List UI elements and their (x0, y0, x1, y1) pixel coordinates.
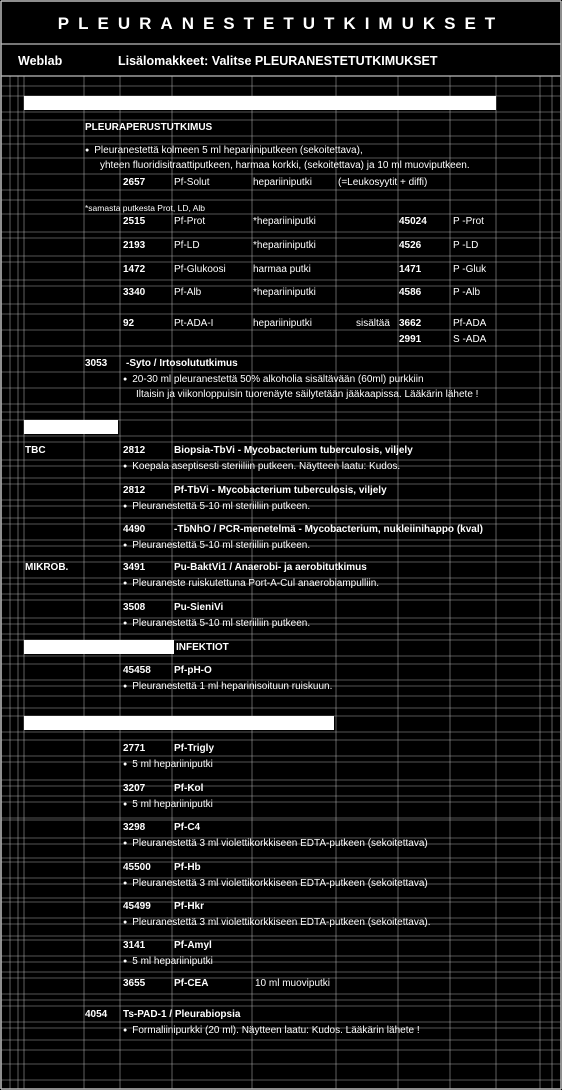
test-name: Pf-LD (174, 240, 200, 251)
section-bar-muut (24, 716, 334, 730)
test-name: Pu-SieniVi (174, 602, 224, 613)
code-cell: 2771 (123, 743, 146, 754)
test-name: Pf-Prot (174, 216, 206, 227)
perus-heading: PLEURAPERUSTUTKIMUS (85, 122, 213, 133)
test-name: Pf-C4 (174, 822, 201, 833)
code-cell: 3491 (123, 562, 146, 573)
code-cell: 3340 (123, 287, 146, 298)
test-name: Pf-Hkr (174, 901, 205, 912)
test-name: Biopsia-TbVi - Mycobacterium tuberculosis, viljely (174, 445, 413, 456)
code-cell: 2193 (123, 240, 146, 251)
code-cell: 4054 (85, 1009, 108, 1020)
test-note: ● Pleuranestettä 5-10 ml steriiliin putkeen. (123, 540, 310, 553)
test-note: ● Pleuranestettä 3 ml violettikorkkiseen EDTA-putkeen (sekoitettava) (123, 878, 428, 891)
test-note: ● Pleuranestettä 5-10 ml steriiliin putkeen. (123, 501, 310, 514)
test-name: P -Gluk (453, 264, 487, 275)
perus-note: ● Pleuranestettä kolmeen 5 ml hepariiniputkeen (sekoitettava), (85, 145, 363, 158)
test-name: Pf-Solut (174, 177, 210, 188)
test-name: P -Prot (453, 216, 484, 227)
test-note: ● Pleuranestettä 1 ml heparinisoituun ruiskuun. (123, 681, 332, 694)
code-cell: 1472 (123, 264, 146, 275)
code-cell: 2991 (399, 334, 422, 345)
test-name: Pf-ADA (453, 318, 487, 329)
code-cell: 4526 (399, 240, 422, 251)
header-instruction: Lisälomakkeet: Valitse PLEURANESTETUTKIMUKSET (118, 54, 438, 68)
code-cell: 45024 (399, 216, 427, 227)
test-name: Pf-Alb (174, 287, 202, 298)
test-note: ● Pleuranestettä 3 ml violettikorkkiseen EDTA-putkeen (sekoitettava) (123, 838, 428, 851)
test-name: Pf-TbVi - Mycobacterium tuberculosis, viljely (174, 485, 387, 496)
test-extra: (=Leukosyytit + diffi) (338, 177, 428, 188)
perus-note-2: yhteen fluoridisitraattiputkeen, harmaa korkki, (sekoitettava) ja 10 ml muoviputkeen. (100, 160, 470, 171)
code-cell: 4490 (123, 524, 146, 535)
test-name: -TbNhO / PCR-menetelmä - Mycobacterium, nukleiinihappo (kval) (174, 524, 483, 535)
section-label-tbc: TBC (25, 445, 46, 456)
section-label-mikrob: MIKROB. (25, 562, 69, 573)
test-note: ● Pleuranestettä 5-10 ml steriiliin putkeen. (123, 618, 310, 631)
tube-type: harmaa putki (253, 264, 311, 275)
code-cell: 3508 (123, 602, 146, 613)
test-name: Pf-Kol (174, 783, 204, 794)
test-note: ● Pleuraneste ruiskutettuna Port-A-Cul anaerobiampulliin. (123, 578, 379, 591)
test-note: ● Koepala aseptisesti steriiliin putkeen. Näytteen laatu: Kudos. (123, 461, 400, 474)
test-name: Pf-pH-O (174, 665, 212, 676)
code-cell: 3053 (85, 358, 108, 369)
code-cell: 45458 (123, 665, 151, 676)
test-name: Pf-Glukoosi (174, 264, 226, 275)
code-cell: 4586 (399, 287, 422, 298)
section-bar-perus (24, 96, 496, 110)
tube-type: *hepariiniputki (253, 216, 316, 227)
test-name: P -LD (453, 240, 479, 251)
includes-label: sisältää (356, 318, 390, 329)
same-tube-note: *samasta putkesta Prot, LD, Alb (85, 203, 206, 213)
code-cell: 2515 (123, 216, 146, 227)
code-cell: 3207 (123, 783, 146, 794)
test-name: P -Alb (453, 287, 481, 298)
test-name: Pf-Amyl (174, 940, 212, 951)
code-cell: 45500 (123, 862, 151, 873)
weblab-label: Weblab (18, 54, 63, 68)
test-note: ● Formaliinipurkki (20 ml). Näytteen laatu: Kudos. Lääkärin lähete ! (123, 1025, 420, 1038)
test-note: ● 5 ml hepariiniputki (123, 759, 213, 772)
test-name: Pf-Hb (174, 862, 201, 873)
tube-type: *hepariiniputki (253, 240, 316, 251)
code-cell: 1471 (399, 264, 422, 275)
section-label-infektiot: INFEKTIOT (176, 642, 229, 653)
test-note: ● Pleuranestettä 3 ml violettikorkkiseen EDTA-putkeen (sekoitettava). (123, 917, 431, 930)
section-bar-tbc (24, 420, 118, 434)
code-cell: 3141 (123, 940, 146, 951)
code-cell: 3662 (399, 318, 422, 329)
test-name: Pf-CEA (174, 978, 209, 989)
test-name: S -ADA (453, 334, 487, 345)
tube-type: hepariiniputki (253, 318, 312, 329)
page-title: PLEURANESTETUTKIMUKSET (57, 14, 505, 33)
test-note: ● 5 ml hepariiniputki (123, 956, 213, 969)
test-note: ● 20-30 ml pleuranestettä 50% alkoholia sisältävään (60ml) purkkiin (123, 374, 424, 387)
test-name: Pu-BaktVi1 / Anaerobi- ja aerobitutkimus (174, 562, 367, 573)
test-name: Pt-ADA-I (174, 318, 214, 329)
code-cell: 3655 (123, 978, 146, 989)
test-name: -Syto / Irtosolututkimus (126, 358, 238, 369)
tube-type: 10 ml muoviputki (255, 978, 331, 989)
code-cell: 45499 (123, 901, 151, 912)
code-cell: 2657 (123, 177, 146, 188)
code-cell: 92 (123, 318, 135, 329)
test-note: ● 5 ml hepariiniputki (123, 799, 213, 812)
tube-type: hepariiniputki (253, 177, 312, 188)
code-cell: 2812 (123, 445, 146, 456)
test-name: Ts-PAD-1 / Pleurabiopsia (123, 1009, 241, 1020)
tube-type: *hepariiniputki (253, 287, 316, 298)
test-note-2: Iltaisin ja viikonloppuisin tuorenäyte säilytetään jääkaapissa. Lääkärin lähete ! (136, 389, 479, 400)
section-bar-infektiot (24, 640, 174, 654)
code-cell: 3298 (123, 822, 146, 833)
test-name: Pf-Trigly (174, 743, 215, 754)
code-cell: 2812 (123, 485, 146, 496)
